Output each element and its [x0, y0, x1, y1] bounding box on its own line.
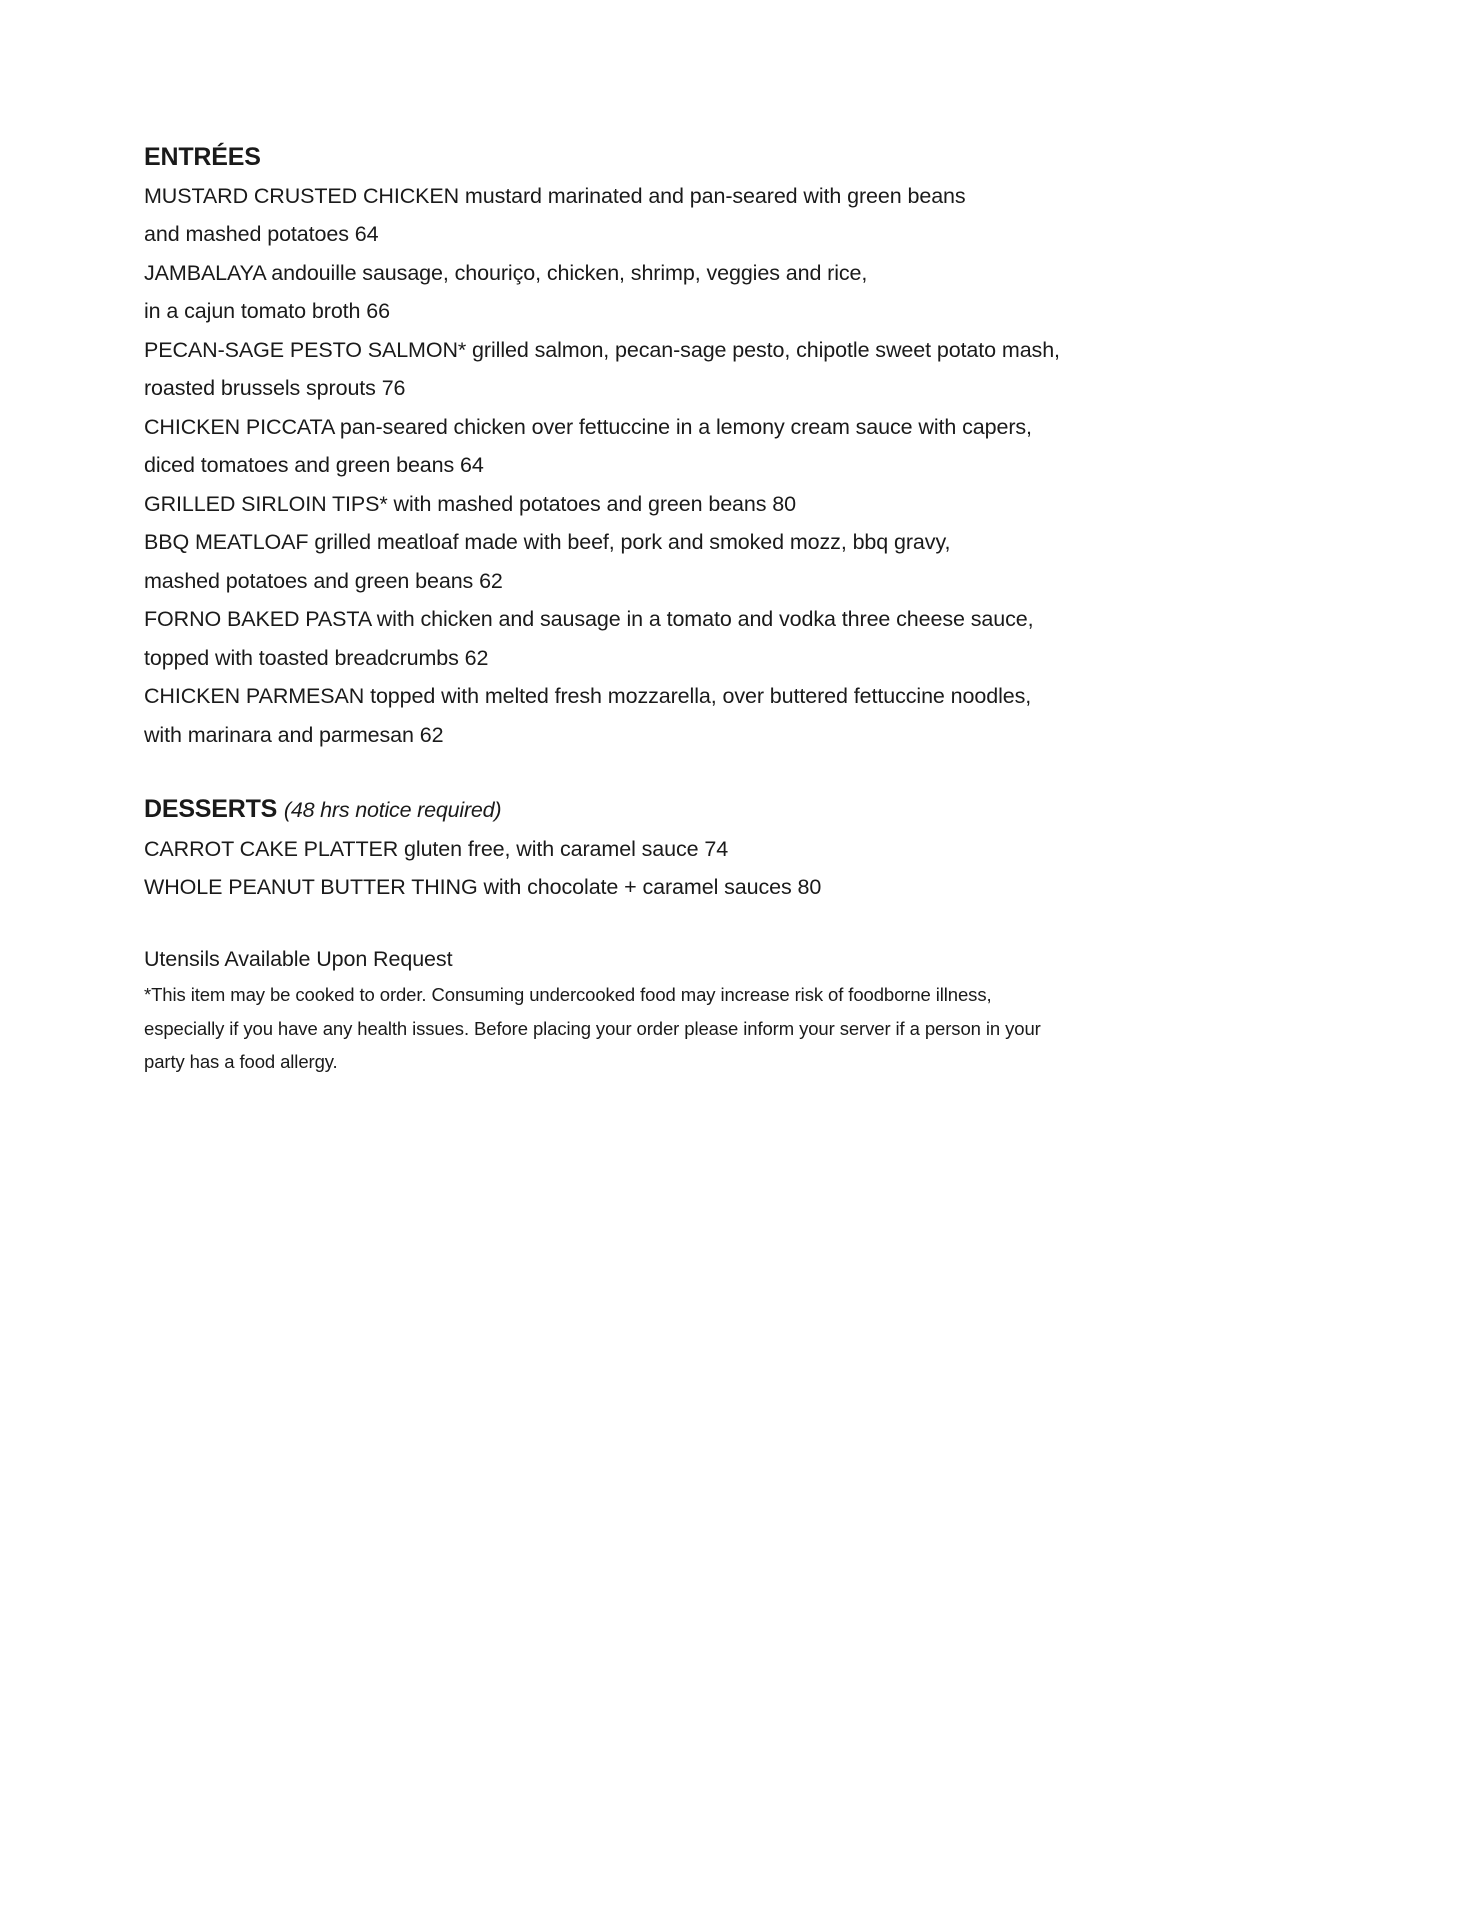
menu-item-line: GRILLED SIRLOIN TIPS* with mashed potatoes and green beans 80	[144, 491, 797, 516]
menu-item-line: in a cajun tomato broth 66	[144, 299, 391, 323]
menu-item-pecan-sage-pesto-salmon	[144, 331, 1344, 408]
menu-item-line: CHICKEN PARMESAN topped with melted fresh mozzarella, over buttered fettuccine noodles,	[144, 684, 1032, 708]
entrees-section	[144, 138, 1344, 754]
utensils-note: Utensils Available Upon Request	[144, 946, 453, 971]
menu-item-line: with marinara and parmesan 62	[144, 722, 444, 747]
menu-item-carrot-cake-platter	[144, 830, 1344, 869]
menu-item-line: and mashed potatoes 64	[144, 222, 379, 246]
menu-item-line: CHICKEN PICCATA pan-seared chicken over fettuccine in a lemony cream sauce with capers,	[144, 414, 1032, 439]
menu-item-line: WHOLE PEANUT BUTTER THING with chocolate + caramel sauces 80	[144, 875, 822, 899]
menu-item-mustard-crusted-chicken	[144, 177, 1344, 254]
disclaimer-line: especially if you have any health issues. Before placing your order please inform your server if a person in your	[144, 1017, 1041, 1039]
menu-item-forno-baked-pasta	[144, 600, 1344, 677]
menu-item-chicken-parmesan	[144, 677, 1344, 754]
desserts-heading-label: DESSERTS	[144, 795, 278, 823]
menu-item-jambalaya	[144, 254, 1344, 331]
menu-item-line: MUSTARD CRUSTED CHICKEN mustard marinated and pan-seared with green beans	[144, 183, 966, 208]
desserts-heading	[144, 790, 1344, 830]
menu-item-line: JAMBALAYA andouille sausage, chouriço, chicken, shrimp, veggies and rice,	[144, 260, 868, 285]
footer-section	[144, 940, 1344, 1079]
menu-item-line: roasted brussels sprouts 76	[144, 376, 406, 400]
desserts-section	[144, 790, 1344, 907]
menu-item-line: BBQ MEATLOAF grilled meatloaf made with beef, pork and smoked mozz, bbq gravy,	[144, 530, 951, 554]
menu-item-chicken-piccata	[144, 408, 1344, 485]
menu-item-line: mashed potatoes and green beans 62	[144, 568, 503, 593]
menu-item-line: CARROT CAKE PLATTER gluten free, with caramel sauce 74	[144, 836, 729, 861]
disclaimer-line: party has a food allergy.	[144, 1051, 338, 1072]
menu-item-line: topped with toasted breadcrumbs 62	[144, 645, 489, 670]
menu-item-line: PECAN-SAGE PESTO SALMON* grilled salmon, pecan-sage pesto, chipotle sweet potato mash,	[144, 337, 1060, 362]
menu-item-line: FORNO BAKED PASTA with chicken and sausage in a tomato and vodka three cheese sauce,	[144, 607, 1034, 631]
menu-item-whole-peanut-butter-thing	[144, 868, 1344, 907]
menu-item-grilled-sirloin-tips	[144, 485, 1344, 524]
menu-item-bbq-meatloaf	[144, 523, 1344, 600]
menu-item-line: diced tomatoes and green beans 64	[144, 453, 484, 477]
desserts-heading-note: (48 hrs notice required)	[283, 798, 502, 822]
disclaimer-line: *This item may be cooked to order. Consuming undercooked food may increase risk of foodborne illness,	[144, 984, 992, 1005]
entrees-heading: ENTRÉES	[144, 143, 261, 171]
menu-content	[144, 138, 1344, 1079]
